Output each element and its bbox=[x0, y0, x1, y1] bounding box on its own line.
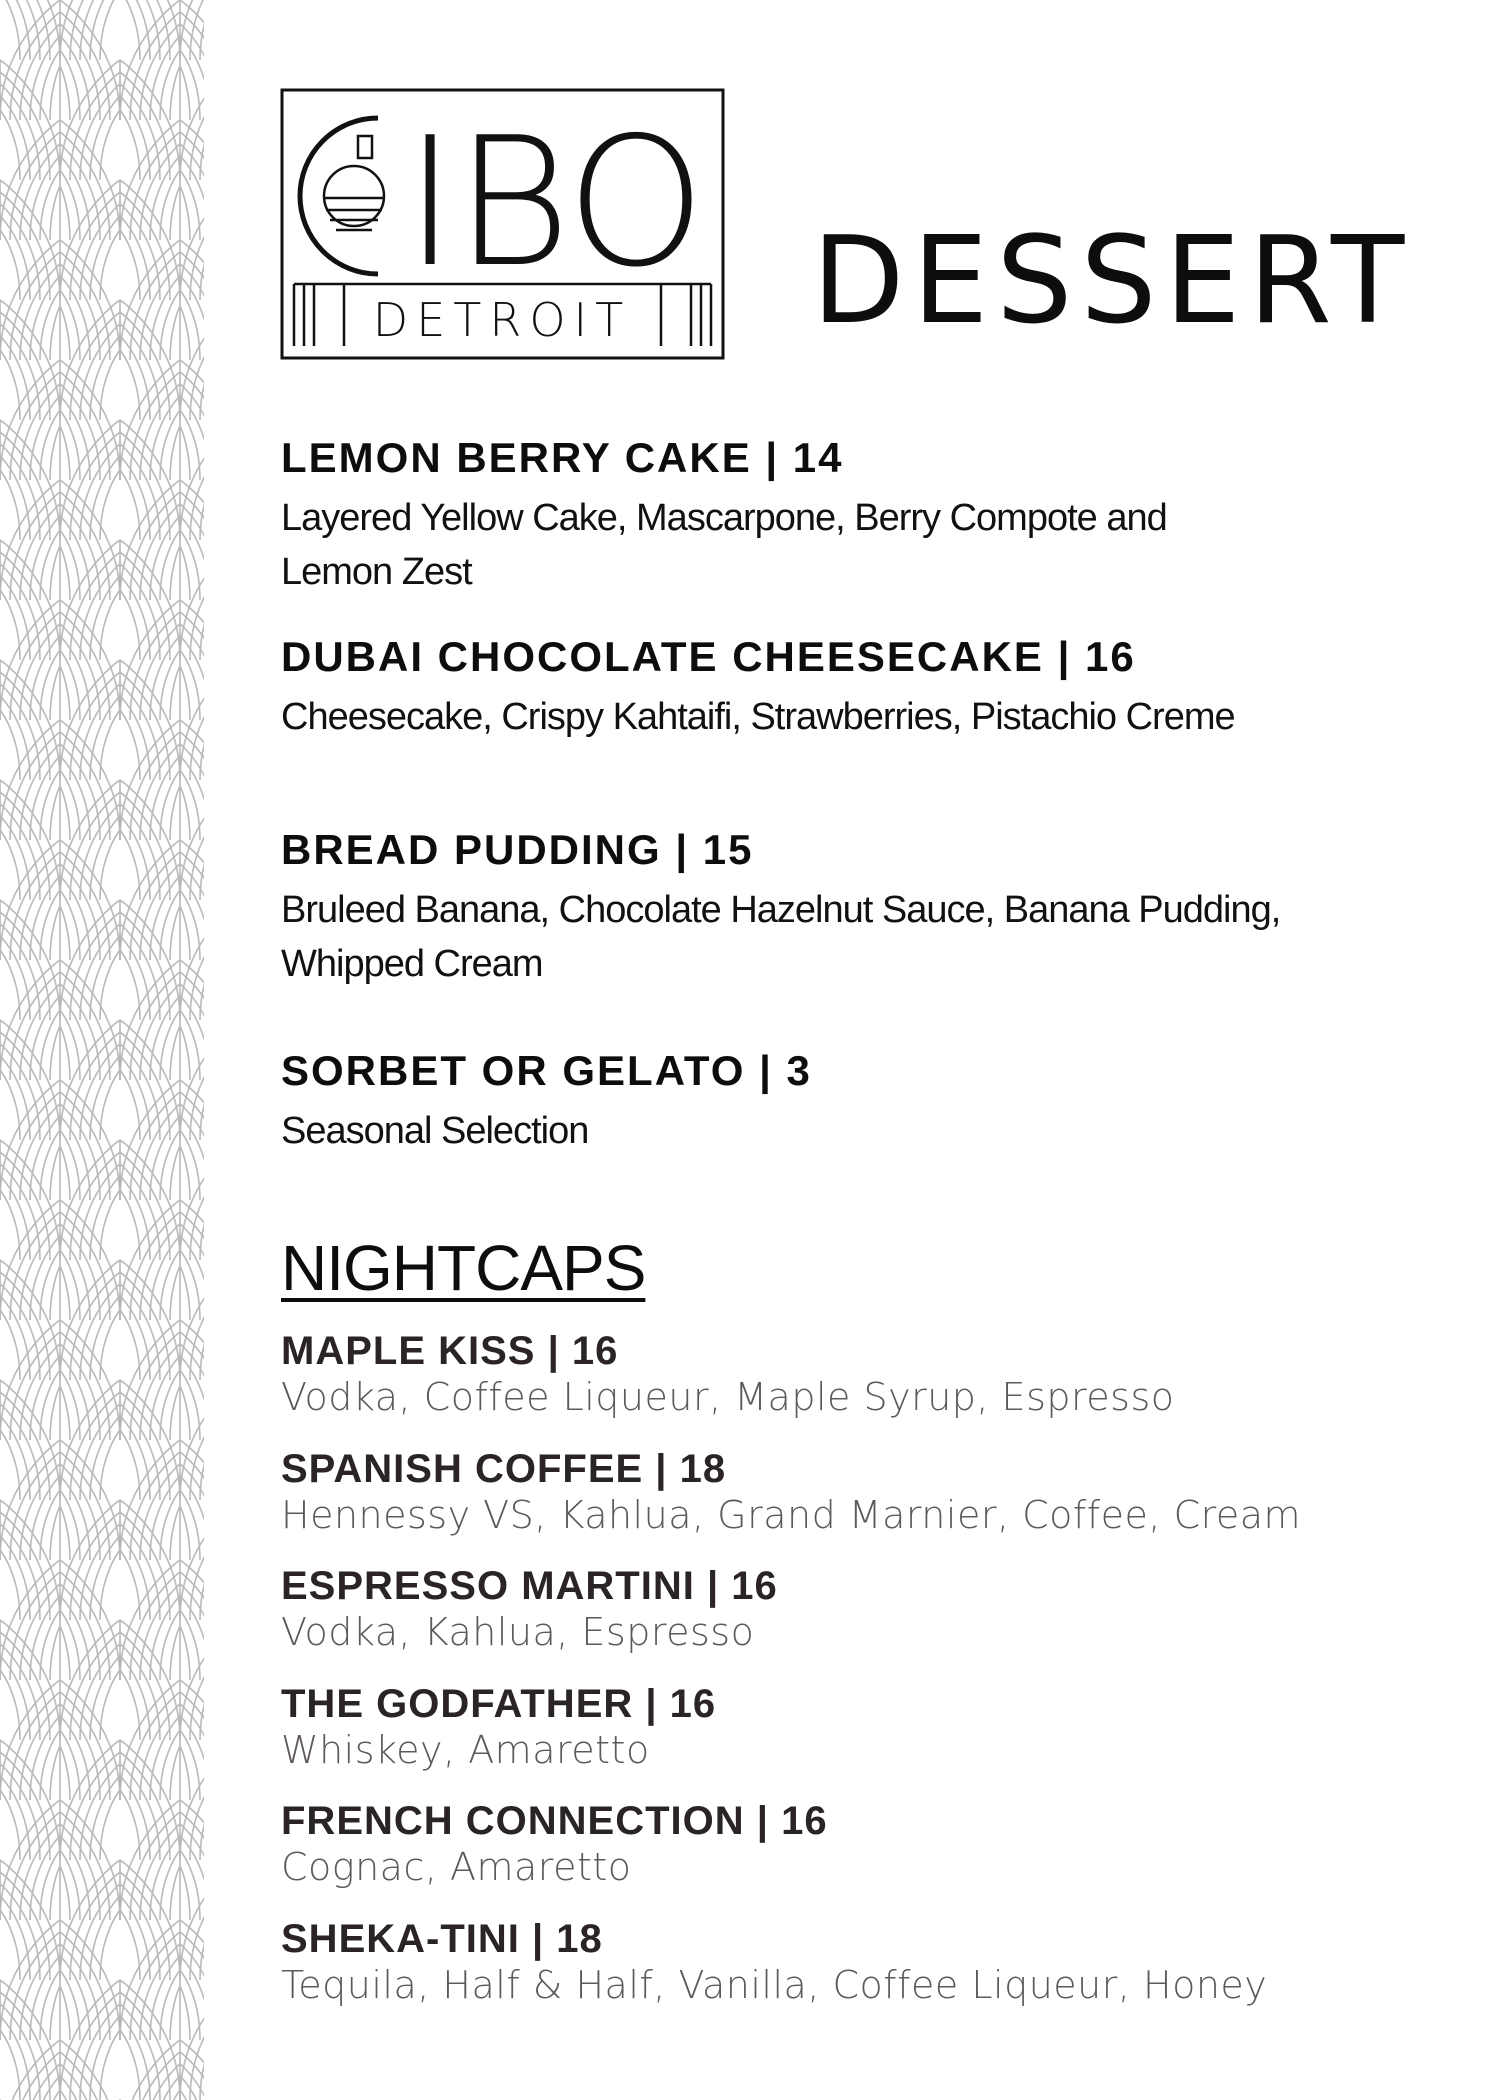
nightcap-description: Vodka, Kahlua, Espresso bbox=[281, 1610, 755, 1654]
nightcap-heading: SHEKA-TINI | 18 bbox=[281, 1917, 603, 1961]
dessert-description: Layered Yellow Cake, Mascarpone, Berry Compote and Lemon Zest bbox=[281, 497, 1167, 593]
art-deco-fan-pattern bbox=[0, 0, 204, 2100]
dessert-heading: SORBET OR GELATO | 3 bbox=[281, 1047, 812, 1094]
dessert-heading: BREAD PUDDING | 15 bbox=[281, 826, 754, 873]
nightcap-item bbox=[281, 1563, 1401, 1655]
dessert-item bbox=[281, 632, 1401, 744]
dessert-description: Seasonal Selection bbox=[281, 1110, 589, 1152]
nightcap-heading: MAPLE KISS | 16 bbox=[281, 1329, 619, 1373]
nightcap-description: Tequila, Half & Half, Vanilla, Coffee Liqueur, Honey bbox=[281, 1963, 1268, 2007]
dessert-item bbox=[281, 1046, 1401, 1158]
nightcap-heading: SPANISH COFFEE | 18 bbox=[281, 1447, 727, 1491]
dessert-item bbox=[281, 825, 1401, 991]
nightcap-item bbox=[281, 1681, 1401, 1773]
dessert-heading: DUBAI CHOCOLATE CHEESECAKE | 16 bbox=[281, 633, 1136, 680]
nightcap-description: Hennessy VS, Kahlua, Grand Marnier, Coffee, Cream bbox=[281, 1493, 1302, 1537]
nightcap-description: Whiskey, Amaretto bbox=[281, 1728, 650, 1772]
dessert-heading: LEMON BERRY CAKE | 14 bbox=[281, 434, 844, 481]
nightcap-heading: ESPRESSO MARTINI | 16 bbox=[281, 1564, 778, 1608]
nightcap-heading: THE GODFATHER | 16 bbox=[281, 1682, 717, 1726]
nightcap-heading: FRENCH CONNECTION | 16 bbox=[281, 1799, 828, 1843]
nightcap-description: Cognac, Amaretto bbox=[281, 1845, 632, 1889]
nightcap-item bbox=[281, 1916, 1401, 2008]
dessert-description: Bruleed Banana, Chocolate Hazelnut Sauce, Banana Pudding, Whipped Cream bbox=[281, 889, 1281, 985]
nightcap-description: Vodka, Coffee Liqueur, Maple Syrup, Espresso bbox=[281, 1375, 1175, 1419]
nightcap-item bbox=[281, 1446, 1401, 1538]
page-title: DESSERT bbox=[812, 212, 1413, 351]
nightcap-item bbox=[281, 1328, 1401, 1420]
nightcap-item bbox=[281, 1798, 1401, 1890]
dessert-item bbox=[281, 433, 1401, 599]
logo-wordmark: IBO bbox=[404, 99, 705, 306]
logo-city: DETROIT bbox=[372, 293, 632, 347]
menu-content bbox=[281, 0, 1401, 2100]
nightcaps-heading: NIGHTCAPS bbox=[281, 1232, 646, 1304]
dessert-description: Cheesecake, Crispy Kahtaifi, Strawberries, Pistachio Creme bbox=[281, 696, 1235, 738]
